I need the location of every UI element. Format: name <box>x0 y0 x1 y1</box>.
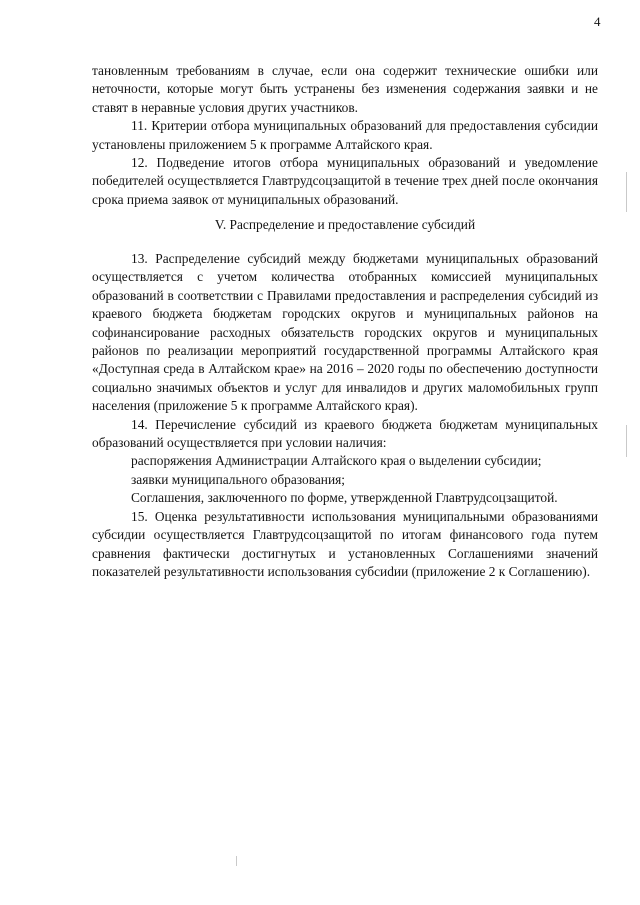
text-block-top <box>92 62 598 209</box>
list-item-application: заявки муниципального образования; <box>131 471 346 487</box>
paragraph-item-11: 11. Критерии отбора муниципальных образований для предоставления субсидии установлены приложением 5 к программе Алтайского края. <box>92 118 598 152</box>
paragraph-item-12: 12. Подведение итогов отбора муниципальных образований и уведомление победителей осуществляется Главтрудсоцзащитой в течение трех дней после окончания срока приема заявок от муниципальных образований. <box>92 155 598 207</box>
list-item-order: распоряжения Администрации Алтайского края о выделении субсидии; <box>131 453 542 469</box>
scan-mark-right-lower <box>626 425 627 457</box>
paragraph-item-14: 14. Перечисление субсидий из краевого бюджета бюджетам муниципальных образований осуществляется при условии наличия: <box>92 416 598 451</box>
paragraph-continuation: тановленным требованиям в случае, если она содержит технические ошибки или неточности, которые могут быть устранены без изменения содержания заявки и не ставят в неравные условия других участников. <box>92 63 598 115</box>
text-block-main <box>92 250 598 581</box>
page-number: 4 <box>594 14 601 29</box>
paragraph-item-15: 15. Оценка результативности использования муниципальными образованиями субсидии осуществляется Главтрудсоцзащитой по итогам финансового года путем сравнения фактически достигнутых и установленных Соглашениями значений показателей результативности использования субсиdии (приложение 2 к Соглашению). <box>92 508 598 579</box>
list-item-agreement: Соглашения, заключенного по форме, утвержденной Главтрудсоцзащитой. <box>131 490 558 506</box>
scan-mark-bottom <box>236 856 237 866</box>
paragraph-item-13: 13. Распределение субсидий между бюджетами муниципальных образований осуществляется с учетом количества отобранных комиссией муниципальных образований в соответствии с Правилами предоставления и распределения субсидий из краевого бюджета бюджетам городских округов и муниципальных районов на софинансирование расходных обязательств городских округов и муниципальных районов по реализации мероприятий государственной программы Алтайского края «Доступная среда в Алтайском крае» на 2016 – 2020 годы по обеспечению доступности социально значимых объектов и услуг для инвалидов и других маломобильных групп населения (приложение 5 к программе Алтайского края). <box>92 251 598 414</box>
scan-mark-right-upper <box>626 172 627 212</box>
section-heading: V. Распределение и предоставление субсидий <box>214 217 476 232</box>
